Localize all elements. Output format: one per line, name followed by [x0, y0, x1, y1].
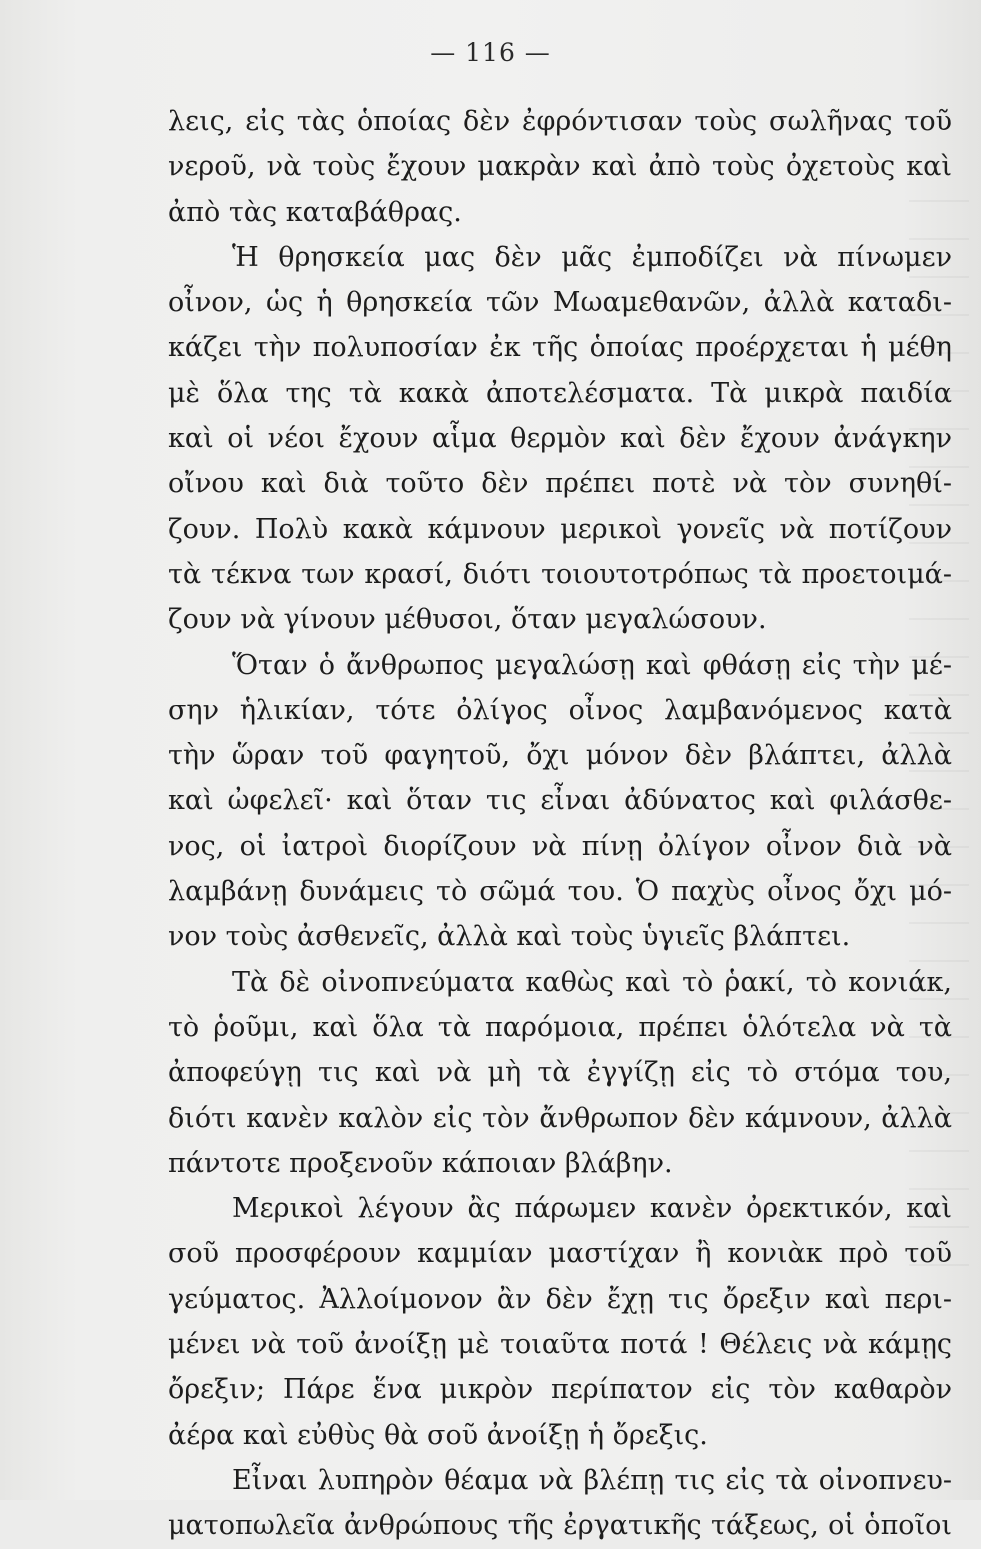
text-line: Ὅταν ὁ ἄνθρωπος μεγαλώσῃ καὶ φθάσῃ εἰς τὴν μέ- [232, 649, 952, 681]
text-line: Ἡ θρησκεία μας δὲν μᾶς ἐμποδίζει νὰ πίνωμεν [232, 241, 952, 273]
text-line: γεύματος. Ἀλλοίμονον ἂν δὲν ἔχῃ τις ὄρεξιν καὶ περι- [168, 1283, 952, 1315]
text-line: κάζει τὴν πολυποσίαν ἐκ τῆς ὁποίας προέρχεται ἡ μέθη [168, 332, 952, 364]
text-line: ἀπὸ τὰς καταβάθρας. [168, 196, 462, 228]
text-line: σοῦ προσφέρουν καμμίαν μαστίχαν ἢ κονιὰκ πρὸ τοῦ [168, 1238, 952, 1270]
text-line: λεις, εἰς τὰς ὁποίας δὲν ἐφρόντισαν τοὺς σωλῆνας τοῦ [168, 106, 952, 137]
text-line: ἀέρα καὶ εὐθὺς θὰ σοῦ ἀνοίξῃ ἡ ὄρεξις. [168, 1419, 708, 1451]
text-line: καὶ ὠφελεῖ· καὶ ὅταν τις εἶναι ἀδύνατος καὶ φιλάσθε- [168, 785, 952, 817]
text-line: ἀποφεύγῃ τις καὶ νὰ μὴ τὰ ἐγγίζῃ εἰς τὸ στόμα του, [168, 1057, 952, 1089]
text-line: οἶνον, ὡς ἡ θρησκεία τῶν Μωαμεθανῶν, ἀλλὰ καταδι- [168, 287, 952, 319]
text-line: μένει νὰ τοῦ ἀνοίξῃ μὲ τοιαῦτα ποτά ! Θέλεις νὰ κάμῃς [168, 1329, 952, 1361]
text-line: μὲ ὅλα της τὰ κακὰ ἀποτελέσματα. Τὰ μικρὰ παιδία [168, 377, 952, 409]
body-text [168, 99, 952, 1549]
text-line: τὰ τέκνα των κρασί, διότι τοιουτοτρόπως τὰ προετοιμά- [168, 558, 952, 590]
text-line: λαμβάνῃ δυνάμεις τὸ σῶμά του. Ὁ παχὺς οἶνος ὄχι μό- [168, 876, 952, 908]
text-line: νος, οἱ ἰατροὶ διορίζουν νὰ πίνῃ ὀλίγον οἶνον διὰ νὰ [168, 830, 952, 862]
text-line: Εἶναι λυπηρὸν θέαμα νὰ βλέπῃ τις εἰς τὰ οἰνοπνευ- [232, 1464, 952, 1496]
text-line: οἴνου καὶ διὰ τοῦτο δὲν πρέπει ποτὲ νὰ τὸν συνηθί- [168, 468, 952, 500]
text-line: Τὰ δὲ οἰνοπνεύματα καθὼς καὶ τὸ ῥακί, τὸ κονιάκ, [232, 966, 952, 998]
text-line: διότι κανὲν καλὸν εἰς τὸν ἄνθρωπον δὲν κάμνουν, ἀλλὰ [168, 1102, 952, 1134]
text-line: νον τοὺς ἀσθενεῖς, ἀλλὰ καὶ τοὺς ὑγιεῖς βλάπτει. [168, 921, 851, 953]
text-line: ζουν. Πολὺ κακὰ κάμνουν μερικοὶ γονεῖς νὰ ποτίζουν [168, 513, 952, 545]
text-line: ὄρεξιν; Πάρε ἕνα μικρὸν περίπατον εἰς τὸν καθαρὸν [168, 1374, 952, 1406]
text-line: ματοπωλεῖα ἀνθρώπους τῆς ἐργατικῆς τάξεως, οἱ ὁποῖοι [168, 1510, 952, 1542]
text-line: ζουν νὰ γίνουν μέθυσοι, ὅταν μεγαλώσουν. [168, 604, 767, 636]
text-line: νεροῦ, νὰ τοὺς ἔχουν μακρὰν καὶ ἀπὸ τοὺς ὀχετοὺς καὶ [168, 151, 952, 183]
text-line: πάντοτε προξενοῦν κάποιαν βλάβην. [168, 1147, 673, 1179]
page-number: — 116 — [430, 38, 551, 67]
text-line: σην ἡλικίαν, τότε ὀλίγος οἶνος λαμβανόμενος κατὰ [168, 694, 952, 726]
text-line: τὸ ῥοῦμι, καὶ ὅλα τὰ παρόμοια, πρέπει ὁλότελα νὰ τὰ [168, 1011, 952, 1043]
text-line: τὴν ὥραν τοῦ φαγητοῦ, ὄχι μόνον δὲν βλάπτει, ἀλλὰ [168, 740, 952, 772]
text-line: Μερικοὶ λέγουν ἂς πάρωμεν κανὲν ὀρεκτικόν, καὶ [232, 1193, 952, 1225]
text-line: καὶ οἱ νέοι ἔχουν αἷμα θερμὸν καὶ δὲν ἔχουν ἀνάγκην [168, 423, 952, 455]
